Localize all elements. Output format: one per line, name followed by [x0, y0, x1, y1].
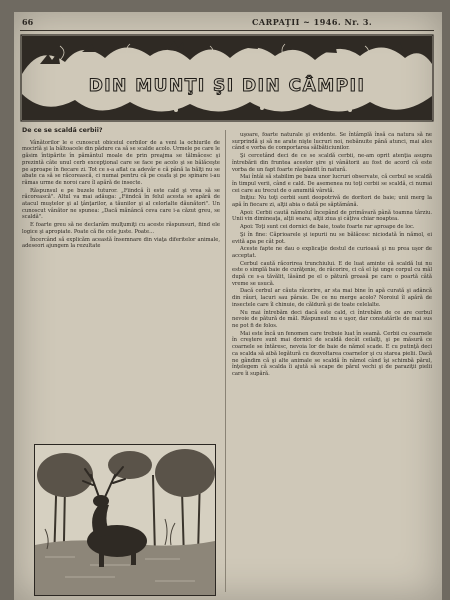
paragraph: Cerbul caută răcorirea trunchiului. E de luat aminte că scaldă lui nu este o simplă baie de curăţenie, de răcorire, ci că el îşi unge corpul cu mâl după ce s-a tăvălit, lăsând pe el o pătură groasă pe care o poartă câtă vreme se usucă. — [232, 260, 432, 287]
paragraph: uşoare, foarte naturale şi evidente. Se întâmplă însă ca natura să ne surprindă şi să ne arate nişte lucruri noi, nebănuite până atunci, mai ales când e vorba de comportarea sălbăticiunilor. — [232, 132, 432, 152]
paragraph: Şi în fine: Căprioarele şi iepurii nu se bălăcesc niciodată în nămol, ei evită apa pe cât pot. — [232, 231, 432, 245]
paragraph: Aceste fapte ne dau o explicaţie destul de curioasă şi nu prea uşor de acceptat. — [232, 246, 432, 259]
paragraph: Apoi: Cerbii caută nămolul începând de primăvară până toamna târziu. Unii vin dimineaţa, alţii seara, alţii ziua şi câţiva chiar noaptea. — [232, 209, 432, 223]
paragraph: Dacă cerbul ar căuta răcorire, ar sta mai bine în apă curată şi adâncă din râuri, lacuri sau pâraie. De ce nu merge acolo? Noroiul îl apără de insectele care îl chinuie, de căldură şi de toate celelalte. — [232, 288, 432, 308]
page-number: 66 — [22, 17, 34, 27]
paragraph: E foarte greu să ne declarăm mulţumiţi cu aceste răspunsuri, fiind ele logice şi apropiate. Poate că fie cele juste. Poate... — [22, 222, 220, 235]
article-heading: De ce se scaldă cerbii? — [22, 127, 103, 134]
paragraph: Şi cercetând deci de ce se scaldă cerbii, ne-am oprit atenţia asupra întrebării din fruntea acestor şire şi vânătorii au fost de acord că este vorba de un fapt foarte răspândit în natură. — [232, 153, 432, 173]
paragraph: Apoi: Toţi sunt cei dornici de baie, toate foarte rar aproape de loc. — [240, 224, 415, 231]
magazine-page — [14, 12, 442, 600]
paragraph: Vânătorilor le e cunoscut obiceiul cerbilor de a veni la ochiurile de mocirlă şi la băltoacele din pădure ca să se scalde acolo. Urmele pe care le găsim întipărite în pământul moale de prin preajma se tălmăcesc şi prezintă câte unul cerb excepţional care se face pe acolo şi se bălăceşte pe aproape în fiecare zi. Tot ce s-a aflat ca adevăr e că până la bălţi nu se abate ca să se răcorească, ci numai pentru că pe ceafa şi pe spinare i-au rămas urme de noroi care îl apără de insecte. — [22, 139, 220, 186]
banner-title: DIN MUNŢI ŞI DIN CÂMPII — [88, 76, 366, 96]
paragraph: Mai întâi să stabilim pe baza unor lucruri observate, că cerbul se scaldă în timpul verii, când e cald. De asemenea nu toţi cerbii se scaldă, ci numai cei care au trecut de o anumită vârstă. — [232, 174, 432, 194]
running-header — [20, 16, 434, 31]
article-left-column — [22, 128, 220, 251]
paragraph: Încercând să explicăm această însemnare din viaţa diferitelor animale, adeseori ajungem la rezultate — [22, 236, 220, 250]
paragraph: Nu mai întrebăm deci dacă este cald, ci întrebăm de ce are cerbul nevoie de pătură de mâl. Răspunsul nu e uşor, dar constatările de mai sus ne pot fi de folos. — [232, 309, 432, 329]
paragraph: Iniţiu: Nu toţi cerbii sunt deopotrivă de doritori de baie; unii merg la apă în fiecare zi, alţii abia o dată pe săptămână. — [232, 195, 432, 209]
paragraph: Răspunsul e pe buzele tuturor. „Fiindcă îi este cald şi vrea să se răcorească". Altul va mai adăuga: „Fiindcă în felul acesta se apără de atacul muştelor şi al ţânţarilor, a tăunilor şi al celorlalte dăunători". Un cunoscut vânător ne spunea: „Dacă mănâncă ceva care i-a căzut greu, se scaldă". — [22, 187, 220, 221]
stag-in-pond-picture — [35, 445, 215, 595]
journal-issue: CARPAŢII ~ 1946. Nr. 3. — [252, 17, 373, 27]
article-right-column — [232, 132, 432, 379]
section-banner — [20, 34, 434, 122]
column-divider — [225, 130, 226, 592]
stag-illustration — [34, 444, 216, 596]
paragraph: Mai este încă un fenomen care trebuie luat în seamă. Cerbii cu coarnele în creştere sunt mai dornici de scaldă decât ceilalţi, şi pe măsură ce coarnele se întăresc, nevoia lor de baie de nămol scade. E cu putinţă deci ca scalda să aibă legătură cu dezvoltarea coarnelor şi cu starea pielii. Dacă ne gândim că şi alte animale se scaldă în nămol când îşi schimbă părul, înţelegem că scalda îi ajută să scape de părul vechi şi de paraziţii pielii care îi supără. — [232, 330, 432, 377]
